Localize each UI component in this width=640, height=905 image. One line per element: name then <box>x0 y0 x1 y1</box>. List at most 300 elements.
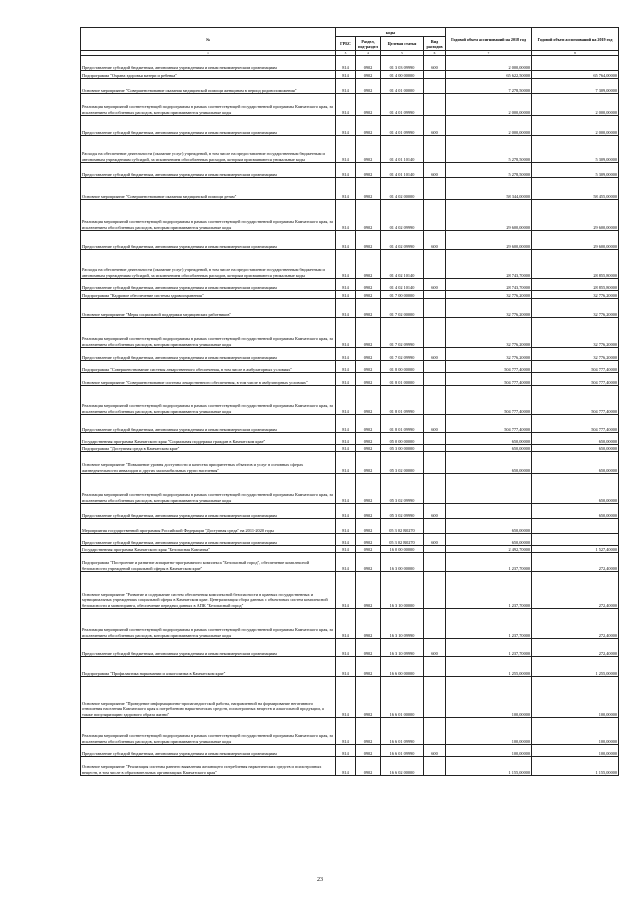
amount-2019-cell: 7 309,00000 <box>532 79 619 94</box>
amount-2018-cell: 1 255,00000 <box>446 657 532 677</box>
amount-2018-cell: 32 776,20000 <box>446 291 532 299</box>
table-row <box>81 56 619 71</box>
target-article-cell: 05 3 02 00000 <box>381 452 424 474</box>
header-codes: коды <box>336 28 446 37</box>
expense-type-cell: 600 <box>424 116 446 136</box>
amount-2019-cell: 650,00000 <box>532 445 619 452</box>
table-row <box>81 178 619 200</box>
grbs-cell: 814 <box>336 718 356 745</box>
amount-2019-cell: 504 777,40000 <box>532 386 619 415</box>
section-cell: 0902 <box>356 677 381 718</box>
target-article-cell: 05 3 02 R0270 <box>381 534 424 546</box>
row-name-cell: Предоставление субсидий бюджетным, автономным учреждениям и иным некоммерческим организациям <box>81 279 336 291</box>
expense-type-cell <box>424 546 446 553</box>
section-cell: 0902 <box>356 546 381 553</box>
amount-2019-cell: 100,00000 <box>532 745 619 757</box>
amount-2018-cell <box>446 474 532 504</box>
expense-type-cell: 600 <box>424 639 446 657</box>
header-section: Раздел, под-раздел <box>356 37 381 51</box>
row-name-cell: Предоставление субсидий бюджетным, автономным учреждениям и иным некоммерческим организациям <box>81 639 336 657</box>
amount-2019-cell: 650,00000 <box>532 504 619 519</box>
target-article-cell: 01 4 01 09990 <box>381 94 424 116</box>
amount-2018-cell: 650,00000 <box>446 452 532 474</box>
grbs-cell: 814 <box>336 386 356 415</box>
grbs-cell: 814 <box>336 56 356 71</box>
target-article-cell: 16 6 01 00000 <box>381 677 424 718</box>
expense-type-cell <box>424 299 446 318</box>
grbs-cell: 814 <box>336 279 356 291</box>
target-article-cell: 05 0 00 00000 <box>381 433 424 445</box>
row-name-cell: Подпрограмма "Построение и развитие аппаратно-программного комплекса "Безопасный город", обеспечение комплексной безопасности учреждений социальной сферы в Камчатском крае" <box>81 553 336 572</box>
section-cell: 0902 <box>356 56 381 71</box>
amount-2018-cell: 2 000,00000 <box>446 116 532 136</box>
header-year-2019: Годовой объем ассигнований на 2019 год <box>532 28 619 51</box>
row-name-cell: Реализация мероприятий соответствующей подпрограммы в рамках соответствующей государственной программы Камчатского края, за исключением обособленных расходов, которым присваиваются уникальные коды <box>81 386 336 415</box>
target-article-cell: 01 4 02 10140 <box>381 279 424 291</box>
expense-type-cell <box>424 677 446 718</box>
section-cell: 0902 <box>356 572 381 609</box>
row-name-cell: Расходы на обеспечение деятельности (оказание услуг) учреждений, в том числе на предоставление государственным бюджетным и автономным учреждениям субсидий, за исключением обособленных расходов, которым присваиваются уникальные коды <box>81 250 336 279</box>
amount-2018-cell: 504 777,40000 <box>446 386 532 415</box>
target-article-cell: 01 4 01 00000 <box>381 79 424 94</box>
amount-2019-cell: 32 776,20000 <box>532 348 619 361</box>
expense-type-cell <box>424 519 446 534</box>
row-name-cell: Реализация мероприятий соответствующей подпрограммы в рамках соответствующей государственной программы Камчатского края, за исключением обособленных расходов, которым присваиваются уникальные коды <box>81 200 336 231</box>
table-row <box>81 71 619 79</box>
header-grbs: ГРБС <box>336 37 356 51</box>
section-cell: 0902 <box>356 553 381 572</box>
row-name-cell: Предоставление субсидий бюджетным, автономным учреждениям и иным некоммерческим организациям <box>81 56 336 71</box>
section-cell: 0902 <box>356 534 381 546</box>
section-cell: 0902 <box>356 757 381 776</box>
table-row <box>81 79 619 94</box>
target-article-cell: 01 8 01 09990 <box>381 386 424 415</box>
table-row <box>81 386 619 415</box>
expense-type-cell: 600 <box>424 534 446 546</box>
target-article-cell: 01 7 02 00000 <box>381 299 424 318</box>
amount-2018-cell: 5 278,50000 <box>446 136 532 163</box>
row-name-cell: Мероприятия государственной программы Российской Федерации "Доступная среда" на 2011-2020 годы <box>81 519 336 534</box>
amount-2019-cell <box>532 56 619 71</box>
section-cell: 0902 <box>356 386 381 415</box>
section-cell: 0902 <box>356 136 381 163</box>
section-cell: 0902 <box>356 79 381 94</box>
section-cell: 0902 <box>356 94 381 116</box>
expense-type-cell <box>424 572 446 609</box>
grbs-cell: 814 <box>336 452 356 474</box>
amount-2018-cell: 32 776,20000 <box>446 348 532 361</box>
table-row <box>81 745 619 757</box>
expense-type-cell <box>424 318 446 348</box>
amount-2018-cell: 2 000,00000 <box>446 94 532 116</box>
amount-2018-cell <box>446 504 532 519</box>
grbs-cell: 814 <box>336 657 356 677</box>
expense-type-cell: 600 <box>424 415 446 433</box>
amount-2018-cell: 28 743,70000 <box>446 279 532 291</box>
amount-2019-cell: 650,00000 <box>532 452 619 474</box>
section-cell: 0902 <box>356 657 381 677</box>
grbs-cell: 814 <box>336 291 356 299</box>
amount-2018-cell: 1 237,70000 <box>446 572 532 609</box>
amount-2018-cell: 2 492,70000 <box>446 546 532 553</box>
amount-2018-cell: 7 278,50000 <box>446 79 532 94</box>
row-name-cell: Подпрограмма "Совершенствование системы лекарственного обеспечения, в том числе в амбулаторных условиях" <box>81 361 336 373</box>
table-row <box>81 433 619 445</box>
column-index: 6 <box>424 51 446 56</box>
column-index: 1 <box>81 51 336 56</box>
section-cell: 0902 <box>356 452 381 474</box>
row-name-cell: Реализация мероприятий соответствующей подпрограммы в рамках соответствующей государственной программы Камчатского края, за исключением обособленных расходов, которым присваиваются уникальные коды <box>81 718 336 745</box>
expense-type-cell <box>424 433 446 445</box>
grbs-cell: 814 <box>336 757 356 776</box>
grbs-cell: 814 <box>336 553 356 572</box>
table-row <box>81 116 619 136</box>
section-cell: 0902 <box>356 609 381 639</box>
row-name-cell: Государственная программа Камчатского края "Социальная поддержка граждан в Камчатском крае" <box>81 433 336 445</box>
row-name-cell: Государственная программа Камчатского края "Безопасная Камчатка" <box>81 546 336 553</box>
grbs-cell: 814 <box>336 178 356 200</box>
amount-2018-cell: 100,00000 <box>446 718 532 745</box>
grbs-cell: 814 <box>336 519 356 534</box>
row-name-cell: Подпрограмма "Кадровое обеспечение системы здравоохранения" <box>81 291 336 299</box>
table-row <box>81 279 619 291</box>
table-row <box>81 657 619 677</box>
table-row <box>81 231 619 250</box>
target-article-cell: 05 3 02 09990 <box>381 474 424 504</box>
amount-2019-cell: 100,00000 <box>532 718 619 745</box>
grbs-cell: 814 <box>336 373 356 386</box>
amount-2018-cell: 650,00000 <box>446 534 532 546</box>
target-article-cell: 01 4 02 00000 <box>381 178 424 200</box>
amount-2019-cell: 272,40000 <box>532 553 619 572</box>
expense-type-cell <box>424 445 446 452</box>
table-row <box>81 504 619 519</box>
grbs-cell: 814 <box>336 71 356 79</box>
expense-type-cell <box>424 94 446 116</box>
section-cell: 0902 <box>356 163 381 178</box>
table-row <box>81 415 619 433</box>
row-name-cell: Основное мероприятие "Повышение уровня доступности и качества приоритетных объектов и услуг в основных сферах жизнедеятельности инвалидов и других маломобильных групп населения" <box>81 452 336 474</box>
amount-2019-cell: 504 777,40000 <box>532 373 619 386</box>
expense-type-cell <box>424 250 446 279</box>
row-name-cell: Реализация мероприятий соответствующей подпрограммы в рамках соответствующей государственной программы Камчатского края, за исключением обособленных расходов, которым присваиваются уникальные коды <box>81 318 336 348</box>
grbs-cell: 814 <box>336 250 356 279</box>
amount-2018-cell: 65 622,50000 <box>446 71 532 79</box>
row-name-cell: Расходы на обеспечение деятельности (оказание услуг) учреждений, в том числе на предоставление государственным бюджетным и автономным учреждениям субсидий, за исключением обособленных расходов, которым присваиваются уникальные коды <box>81 136 336 163</box>
section-cell: 0902 <box>356 178 381 200</box>
table-body <box>81 56 619 776</box>
amount-2018-cell: 1 237,70000 <box>446 639 532 657</box>
row-name-cell: Подпрограмма "Охрана здоровья матери и ребенка" <box>81 71 336 79</box>
target-article-cell: 01 8 01 00000 <box>381 373 424 386</box>
table-row <box>81 200 619 231</box>
grbs-cell: 814 <box>336 163 356 178</box>
grbs-cell: 814 <box>336 639 356 657</box>
grbs-cell: 814 <box>336 534 356 546</box>
expense-type-cell <box>424 291 446 299</box>
amount-2018-cell: 5 278,50000 <box>446 163 532 178</box>
table-row <box>81 94 619 116</box>
amount-2019-cell <box>532 519 619 534</box>
grbs-cell: 814 <box>336 200 356 231</box>
amount-2019-cell: 5 309,00000 <box>532 136 619 163</box>
table-row <box>81 553 619 572</box>
table-row <box>81 534 619 546</box>
grbs-cell: 814 <box>336 433 356 445</box>
row-name-cell: Реализация мероприятий соответствующей подпрограммы в рамках соответствующей государственной программы Камчатского края, за исключением обособленных расходов, которым присваиваются уникальные коды <box>81 474 336 504</box>
table-row <box>81 609 619 639</box>
target-article-cell: 16 3 10 09990 <box>381 639 424 657</box>
amount-2019-cell: 272,40000 <box>532 609 619 639</box>
grbs-cell: 814 <box>336 318 356 348</box>
expense-type-cell <box>424 136 446 163</box>
expense-type-cell: 600 <box>424 348 446 361</box>
target-article-cell: 16 3 10 00000 <box>381 572 424 609</box>
header-expense-type: Вид расходов <box>424 37 446 51</box>
table-row <box>81 291 619 299</box>
section-cell: 0902 <box>356 299 381 318</box>
amount-2019-cell: 5 309,00000 <box>532 163 619 178</box>
section-cell: 0902 <box>356 71 381 79</box>
table-row <box>81 677 619 718</box>
amount-2018-cell: 504 777,40000 <box>446 373 532 386</box>
section-cell: 0902 <box>356 318 381 348</box>
grbs-cell: 814 <box>336 136 356 163</box>
grbs-cell: 814 <box>336 79 356 94</box>
expense-type-cell <box>424 452 446 474</box>
table-row <box>81 718 619 745</box>
expense-type-cell <box>424 200 446 231</box>
row-name-cell: Предоставление субсидий бюджетным, автономным учреждениям и иным некоммерческим организациям <box>81 116 336 136</box>
target-article-cell: 01 4 01 10140 <box>381 136 424 163</box>
target-article-cell: 01 7 02 09990 <box>381 318 424 348</box>
amount-2018-cell: 1 237,70000 <box>446 553 532 572</box>
section-cell: 0902 <box>356 361 381 373</box>
header-target-article: Целевая статья <box>381 37 424 51</box>
table-row <box>81 519 619 534</box>
amount-2019-cell: 32 776,20000 <box>532 299 619 318</box>
expense-type-cell <box>424 373 446 386</box>
column-index: 8 <box>532 51 619 56</box>
page-number: 23 <box>317 877 323 883</box>
expense-type-cell <box>424 474 446 504</box>
target-article-cell: 01 7 00 00000 <box>381 291 424 299</box>
target-article-cell: 16 3 10 09990 <box>381 609 424 639</box>
amount-2019-cell: 58 455,00000 <box>532 178 619 200</box>
grbs-cell: 814 <box>336 546 356 553</box>
section-cell: 0902 <box>356 279 381 291</box>
amount-2019-cell <box>532 534 619 546</box>
table-row <box>81 318 619 348</box>
row-name-cell: Предоставление субсидий бюджетным, автономным учреждениям и иным некоммерческим организациям <box>81 348 336 361</box>
amount-2019-cell: 29 600,00000 <box>532 200 619 231</box>
amount-2019-cell: 28 855,80000 <box>532 250 619 279</box>
grbs-cell: 814 <box>336 504 356 519</box>
section-cell: 0902 <box>356 474 381 504</box>
row-name-cell: Основное мероприятие "Развитие и содержание систем обеспечения комплексной безопасности в краевых государственных и муниципальных учреждениях социальной сферы в Камчатском крае. Централизация сбора данных с объектовых систем комплексной безопасности и мониторинга, обеспечение передачи данных в АПК "Безопасный город" <box>81 572 336 609</box>
grbs-cell: 814 <box>336 609 356 639</box>
target-article-cell: 01 3 03 09990 <box>381 56 424 71</box>
amount-2019-cell: 1 255,00000 <box>532 657 619 677</box>
table-row <box>81 163 619 178</box>
column-index: 4 <box>356 51 381 56</box>
expense-type-cell <box>424 553 446 572</box>
table-row <box>81 757 619 776</box>
grbs-cell: 814 <box>336 677 356 718</box>
amount-2018-cell: 504 777,40000 <box>446 361 532 373</box>
section-cell: 0902 <box>356 504 381 519</box>
budget-allocation-table <box>80 27 619 776</box>
amount-2018-cell: 58 344,00000 <box>446 178 532 200</box>
amount-2018-cell: 32 776,20000 <box>446 318 532 348</box>
expense-type-cell: 600 <box>424 56 446 71</box>
section-cell: 0902 <box>356 200 381 231</box>
target-article-cell: 16 6 01 09990 <box>381 745 424 757</box>
expense-type-cell <box>424 609 446 639</box>
section-cell: 0902 <box>356 445 381 452</box>
row-name-cell: Предоставление субсидий бюджетным, автономным учреждениям и иным некоммерческим организациям <box>81 231 336 250</box>
row-name-cell: Реализация мероприятий соответствующей подпрограммы в рамках соответствующей государственной программы Камчатского края, за исключением обособленных расходов, которым присваиваются уникальные коды <box>81 94 336 116</box>
amount-2018-cell: 650,00000 <box>446 519 532 534</box>
table-row <box>81 474 619 504</box>
grbs-cell: 814 <box>336 572 356 609</box>
row-name-cell: Основное мероприятие "Совершенствование системы лекарственного обеспечения, в том числе в амбулаторных условиях" <box>81 373 336 386</box>
target-article-cell: 16 6 00 00000 <box>381 657 424 677</box>
table-row <box>81 361 619 373</box>
expense-type-cell <box>424 71 446 79</box>
section-cell: 0902 <box>356 231 381 250</box>
amount-2018-cell: 2 000,00000 <box>446 56 532 71</box>
table-row <box>81 452 619 474</box>
section-cell: 0902 <box>356 718 381 745</box>
table-row <box>81 136 619 163</box>
target-article-cell: 01 8 01 09990 <box>381 415 424 433</box>
target-article-cell: 16 3 00 00000 <box>381 553 424 572</box>
expense-type-cell <box>424 757 446 776</box>
column-index: 3 <box>336 51 356 56</box>
expense-type-cell <box>424 386 446 415</box>
table-row <box>81 373 619 386</box>
expense-type-cell <box>424 178 446 200</box>
grbs-cell: 814 <box>336 415 356 433</box>
section-cell: 0902 <box>356 348 381 361</box>
grbs-cell: 814 <box>336 231 356 250</box>
amount-2018-cell: 1 237,70000 <box>446 609 532 639</box>
target-article-cell: 01 4 01 10140 <box>381 163 424 178</box>
target-article-cell: 01 4 00 00000 <box>381 71 424 79</box>
amount-2018-cell: 650,00000 <box>446 433 532 445</box>
expense-type-cell: 600 <box>424 745 446 757</box>
amount-2019-cell: 29 600,00000 <box>532 231 619 250</box>
target-article-cell: 01 7 02 09990 <box>381 348 424 361</box>
table-row <box>81 348 619 361</box>
amount-2018-cell: 504 777,40000 <box>446 415 532 433</box>
row-name-cell: Основное мероприятие "Меры социальной поддержки медицинских работников" <box>81 299 336 318</box>
section-cell: 0902 <box>356 639 381 657</box>
grbs-cell: 814 <box>336 299 356 318</box>
row-name-cell: Основное мероприятие "Совершенствование оказания медицинской помощи женщинам в период родовспоможения" <box>81 79 336 94</box>
grbs-cell: 814 <box>336 445 356 452</box>
amount-2018-cell: 28 743,70000 <box>446 250 532 279</box>
table-row <box>81 445 619 452</box>
row-name-cell: Основное мероприятие "Совершенствование оказания медицинской помощи детям" <box>81 178 336 200</box>
header-year-2018: Годовой объем ассигнований на 2018 год <box>446 28 532 51</box>
amount-2019-cell: 32 776,20000 <box>532 291 619 299</box>
expense-type-cell <box>424 79 446 94</box>
expense-type-cell <box>424 657 446 677</box>
expense-type-cell: 600 <box>424 279 446 291</box>
column-index: 5 <box>381 51 424 56</box>
target-article-cell: 05 3 02 09990 <box>381 504 424 519</box>
section-cell: 0902 <box>356 415 381 433</box>
expense-type-cell: 600 <box>424 231 446 250</box>
section-cell: 0902 <box>356 291 381 299</box>
amount-2019-cell: 1 527,40000 <box>532 546 619 553</box>
target-article-cell: 05 3 02 R0270 <box>381 519 424 534</box>
section-cell: 0902 <box>356 745 381 757</box>
grbs-cell: 814 <box>336 348 356 361</box>
grbs-cell: 814 <box>336 745 356 757</box>
amount-2019-cell: 650,00000 <box>532 433 619 445</box>
row-name-cell: Предоставление субсидий бюджетным, автономным учреждениям и иным некоммерческим организациям <box>81 415 336 433</box>
amount-2019-cell: 2 000,00000 <box>532 116 619 136</box>
section-cell: 0902 <box>356 433 381 445</box>
grbs-cell: 814 <box>336 94 356 116</box>
amount-2019-cell: 65 764,00000 <box>532 71 619 79</box>
target-article-cell: 01 4 02 09990 <box>381 231 424 250</box>
table-row <box>81 639 619 657</box>
amount-2018-cell: 32 776,20000 <box>446 299 532 318</box>
amount-2019-cell: 504 777,40000 <box>532 415 619 433</box>
expense-type-cell <box>424 361 446 373</box>
row-name-cell: Основное мероприятие "Проведение информационно-пропагандистской работы, направленной на формирование негативного отношения населения Камчатского края к потреблению наркотических средств, психотропных веществ и алкогольной продукции, а также популяризацию здорового образа жизни" <box>81 677 336 718</box>
target-article-cell: 05 3 00 00000 <box>381 445 424 452</box>
target-article-cell: 01 4 02 10140 <box>381 250 424 279</box>
expense-type-cell: 600 <box>424 163 446 178</box>
target-article-cell: 01 4 01 09990 <box>381 116 424 136</box>
section-cell: 0902 <box>356 519 381 534</box>
column-index: 7 <box>446 51 532 56</box>
amount-2019-cell: 1 155,00000 <box>532 757 619 776</box>
amount-2019-cell: 272,40000 <box>532 639 619 657</box>
amount-2018-cell: 100,00000 <box>446 677 532 718</box>
table-row <box>81 546 619 553</box>
header-number: № <box>81 28 336 51</box>
expense-type-cell: 600 <box>424 504 446 519</box>
table-row <box>81 572 619 609</box>
target-article-cell: 01 4 02 09990 <box>381 200 424 231</box>
target-article-cell: 16 6 02 00000 <box>381 757 424 776</box>
section-cell: 0902 <box>356 373 381 386</box>
row-name-cell: Предоставление субсидий бюджетным, автономным учреждениям и иным некоммерческим организациям <box>81 163 336 178</box>
amount-2018-cell: 1 155,00000 <box>446 757 532 776</box>
amount-2018-cell: 100,00000 <box>446 745 532 757</box>
grbs-cell: 814 <box>336 474 356 504</box>
section-cell: 0902 <box>356 250 381 279</box>
table-row <box>81 250 619 279</box>
row-name-cell: Реализация мероприятий соответствующей подпрограммы в рамках соответствующей государственной программы Камчатского края, за исключением обособленных расходов, которым присваиваются уникальные коды <box>81 609 336 639</box>
table-row <box>81 299 619 318</box>
amount-2019-cell: 2 000,00000 <box>532 94 619 116</box>
grbs-cell: 814 <box>336 361 356 373</box>
amount-2019-cell: 100,00000 <box>532 677 619 718</box>
amount-2018-cell: 29 600,00000 <box>446 231 532 250</box>
expense-type-cell <box>424 718 446 745</box>
section-cell: 0902 <box>356 116 381 136</box>
row-name-cell: Подпрограмма "Доступная среда в Камчатском крае" <box>81 445 336 452</box>
row-name-cell: Предоставление субсидий бюджетным, автономным учреждениям и иным некоммерческим организациям <box>81 504 336 519</box>
amount-2018-cell: 650,00000 <box>446 445 532 452</box>
